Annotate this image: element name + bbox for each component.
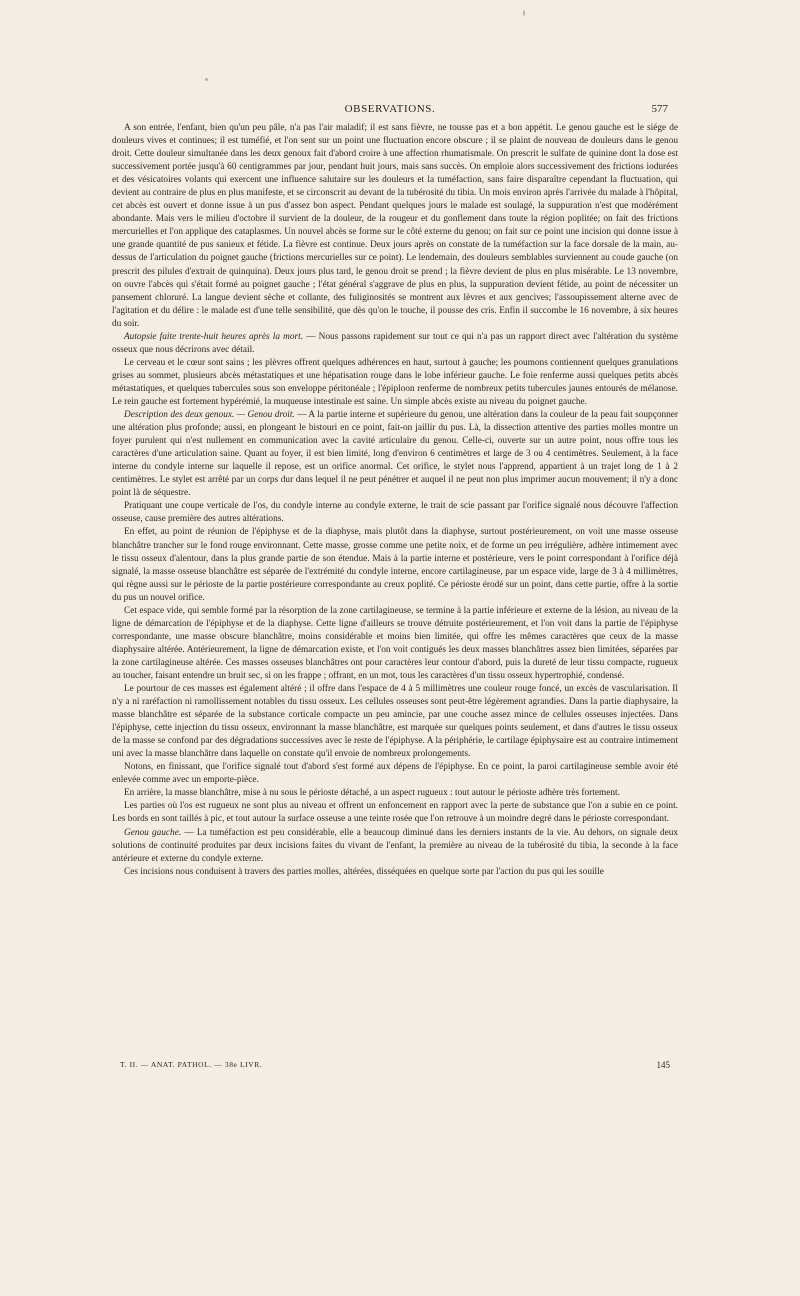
paragraph-text: Ces incisions nous conduisent à travers des parties molles, altérées, disséquées en quelque sorte par l'action du pus qui les souille	[124, 866, 604, 877]
signature-mark: T. II. — ANAT. PATHOL. — 38e LIVR.	[120, 1060, 263, 1069]
paragraph-text: — A la partie interne et supérieure du genou, une altération dans la couleur de la peau fait soupçonner une altération plus profonde; aussi, en plongeant le bistouri en ce point, fait-on jaillir du pus. Là, la dissection attentive des parties molles montre un foyer purulent qui n'est nullement en communication avec la cavité articulaire du genou. Celle-ci, ouverte sur un autre point, nous offre tous les caractères d'une articulation saine. Quant au foyer, il est bien limité, long d'environ 6 centimètres et large de 3 ou 4 centimètres. Seulement, à la face interne du condyle interne sur laquelle il repose, est un orifice anormal. Cet orifice, le stylet nous l'apprend, appartient à un trajet long de 1 à 2 centimètres. Le stylet est arrêté par un corps dur dans lequel il ne peut pénétrer et auquel il ne peut non plus imprimer aucun mouvement; il n'y a donc point là de séquestre.	[112, 410, 678, 499]
paragraph	[112, 526, 678, 604]
paper-speck	[205, 78, 208, 81]
paragraph-text: A son entrée, l'enfant, bien qu'un peu pâle, n'a pas l'air maladif; il est sans fièvre, ne tousse pas et a bon appétit. Le genou gauche est le siége de douleurs vives et continues; il est tuméfié, et l'on sent sur un point une fluctuation encore obscure ; il se plaint de nouveau de douleurs dans le genou droit. Cette douleur simultanée dans les deux genoux fait d'abord croire à une affection rhumatismale. On prescrit le sulfate de quinine dont la dose est successivement portée jusqu'à 60 centigrammes par jour, pendant huit jours, mais sans succès. On emploie alors successivement des frictions iodurées et des vésicatoires volants qui exercent une influence salutaire sur les douleurs et la tuméfaction, sans faire disparaître cependant la fluctuation, qui devient au contraire de plus en plus manifeste, et se circonscrit au devant de la tubérosité du tibia. Un mois environ après l'arrivée du malade à l'hôpital, cet abcès est ouvert et donne issue à un pus d'assez bon aspect. Pendant quelques jours le malade est soulagé, la suppuration n'est que modérément abondante. Mais vers le milieu d'octobre il survient de la douleur, de la rougeur et du gonflement dans toute la région poplitée; on fait des frictions mercurielles et l'on applique des cataplasmes. Un nouvel abcès se forme sur le côté externe du genou; on fait sur ce point une incision qui donne issue à une grande quantité de pus sanieux et fétide. La fièvre est continue. Deux jours après on constate de la tuméfaction sur la face dorsale de la main, au-dessus de l'articulation du poignet gauche (frictions mercurielles sur ce point). Le lendemain, des douleurs semblables surviennent au coude gauche (on prescrit des pilules d'extrait de quinquina). Deux jours plus tard, le genou droit se prend ; la fièvre devient de plus en plus misérable. Le 13 novembre, on ouvre l'abcès qui s'était formé au poignet gauche ; l'état général s'aggrave de plus en plus, la suppuration devient fétide, au point de nécessiter un pansement chloruré. La langue devient sèche et collante, des fuliginosités se montrent aux lèvres et aux gencives; l'assoupissement alterne avec de l'agitation et du délire : le malade est d'une telle sensibilité, que dès qu'on le touche, il pousse des cris. Enfin il succombe le 16 novembre, à six heures du soir.	[112, 123, 678, 329]
paragraph-text: Pratiquant une coupe verticale de l'os, du condyle interne au condyle externe, le trait de scie passant par l'orifice signalé nous découvre l'affection osseuse, cause première des autres altérations.	[112, 501, 678, 525]
paragraph-text: Notons, en finissant, que l'orifice signalé tout d'abord s'est formé aux dépens de l'épiphyse. En ce point, la paroi cartilagineuse semble avoir été enlevée comme avec un emporte-pièce.	[112, 762, 678, 786]
paragraph	[112, 761, 678, 787]
paragraph-lead: Genou gauche.	[124, 827, 182, 838]
paragraph-text: — Nous passons rapidement sur tout ce qui n'a pas un rapport direct avec l'altération du système osseux que nous décrirons avec détail.	[112, 331, 678, 355]
paragraph-lead: Description des deux genoux. — Genou droit.	[124, 410, 295, 421]
paragraph-text: — La tuméfaction est peu considérable, elle a beaucoup diminué dans les derniers instants de la vie. Au dehors, on signale deux solutions de continuité produites par deux incisions faites du vivant de l'enfant, la première au niveau de la tubérosité du tibia, la seconde à la face antérieure et externe du condyle externe.	[112, 827, 679, 864]
paper-speck	[523, 10, 525, 16]
paragraph	[112, 787, 678, 800]
paragraph-text: Le pourtour de ces masses est également altéré ; il offre dans l'espace de 4 à 5 millimètres une couleur rouge foncé, un excès de vascularisation. Il n'y a ni raréfaction ni ramollissement notables du tissu osseux. Les cellules osseuses sont peut-être légèrement agrandies. Dans la partie diaphysaire, la masse blanchâtre est séparée de la substance corticale compacte un peu amincie, par une couche assez mince de cellules osseuses injectées. Dans l'épiphyse, cette injection du tissu osseux, environnant la masse blanchâtre, est marquée sur quelques points seulement, et dans d'autres le tissu osseux de la masse se confond par des dégradations successives avec le reste de l'épiphyse. A la périphérie, le cartilage épiphysaire est au contraire intimement uni avec la masse blanchâtre dans laquelle on constate qu'il envoie de nombreux prolongements.	[112, 684, 678, 760]
page-number: 577	[651, 103, 668, 115]
body-text	[112, 122, 678, 879]
paragraph	[112, 122, 678, 331]
paragraph	[112, 409, 678, 500]
page-footer	[120, 1060, 670, 1070]
paragraph	[112, 827, 678, 866]
paragraph-text: Le cerveau et le cœur sont sains ; les plèvres offrent quelques adhérences en haut, surtout à gauche; les poumons contiennent quelques granulations grises au sommet, plusieurs abcès métastatiques et une hépatisation rouge dans le lobe inférieur gauche. Le foie renferme aussi quelques petits abcès métastatiques, et quelques tubercules sous son enveloppe péritonéale ; l'épiploon renferme de nombreux petits tubercules jaunes entourés de mélanose. Le rein gauche est fortement hypérémié, la muqueuse intestinale est saine. Un simple abcès existe au niveau du poignet gauche.	[112, 357, 678, 407]
paragraph	[112, 331, 678, 357]
paragraph	[112, 800, 678, 826]
paragraph	[112, 357, 678, 409]
page-header	[112, 103, 668, 115]
paragraph	[112, 605, 678, 683]
paragraph-lead: Autopsie faite trente-huit heures après la mort.	[124, 331, 304, 342]
paragraph	[112, 500, 678, 526]
paragraph	[112, 683, 678, 761]
sheet-number: 145	[656, 1060, 670, 1070]
paragraph-text: En effet, au point de réunion de l'épiphyse et de la diaphyse, mais plutôt dans la diaphyse, surtout postérieurement, on voit une masse osseuse blanchâtre trancher sur le fond rouge environnant. Cette masse, grosse comme une petite noix, et de forme un peu irrégulière, adhère intimement avec le tissu osseux d'alentour, dans la plus grande partie de son étendue. Mais à la partie interne et postérieure, vers le point correspondant à l'orifice déjà signalé, la masse osseuse blanchâtre est séparée de l'extrémité du condyle interne, encore cartilagineuse, par un espace vide, large de 3 à 4 millimètres, qui règne aussi sur le périoste de la partie postérieure correspondante au creux poplité. Ce périoste érodé sur un point, dans cette partie, offre à la sortie du pus un nouvel orifice.	[112, 527, 678, 603]
paragraph-text: Cet espace vide, qui semble formé par la résorption de la zone cartilagineuse, se termine à la partie inférieure et externe de la lésion, au niveau de la ligne de démarcation de l'épiphyse et de la diaphyse. Cette ligne d'ailleurs se trouve détruite postérieurement, et l'on voit dans la partie de l'épiphyse correspondante, une masse obscure blanchâtre, moins considérable et moins bien limitée, qui offre les mêmes caractères que ceux de la masse diaphysaire altérée. Antérieurement, la ligne de démarcation existe, et l'on voit contigués les deux masses blanchâtres assez bien limitées, séparées par la zone cartilagineuse altérée. Ces masses osseuses blanchâtres ont pour caractères leur contour d'abord, puis la dureté de leur tissu compacte, rugueux au toucher, faisant entendre un bruit sec, si on les frappe ; offrant, en un mot, tous les caractères d'un tissu osseux hypertrophié, condensé.	[112, 605, 678, 681]
running-title: OBSERVATIONS.	[344, 103, 436, 115]
paragraph-text: Les parties où l'os est rugueux ne sont plus au niveau et offrent un enfoncement en rapport avec la perte de substance que l'on a subie en ce point. Les bords en sont taillés à pic, et tout autour la surface osseuse a une teinte rosée que l'on retrouve à un moindre degré dans le périoste correspondant.	[112, 801, 678, 825]
paragraph-text: En arrière, la masse blanchâtre, mise à nu sous le périoste détaché, a un aspect rugueux : tout autour le périoste adhère très fortement.	[124, 788, 620, 799]
paragraph	[112, 866, 678, 879]
